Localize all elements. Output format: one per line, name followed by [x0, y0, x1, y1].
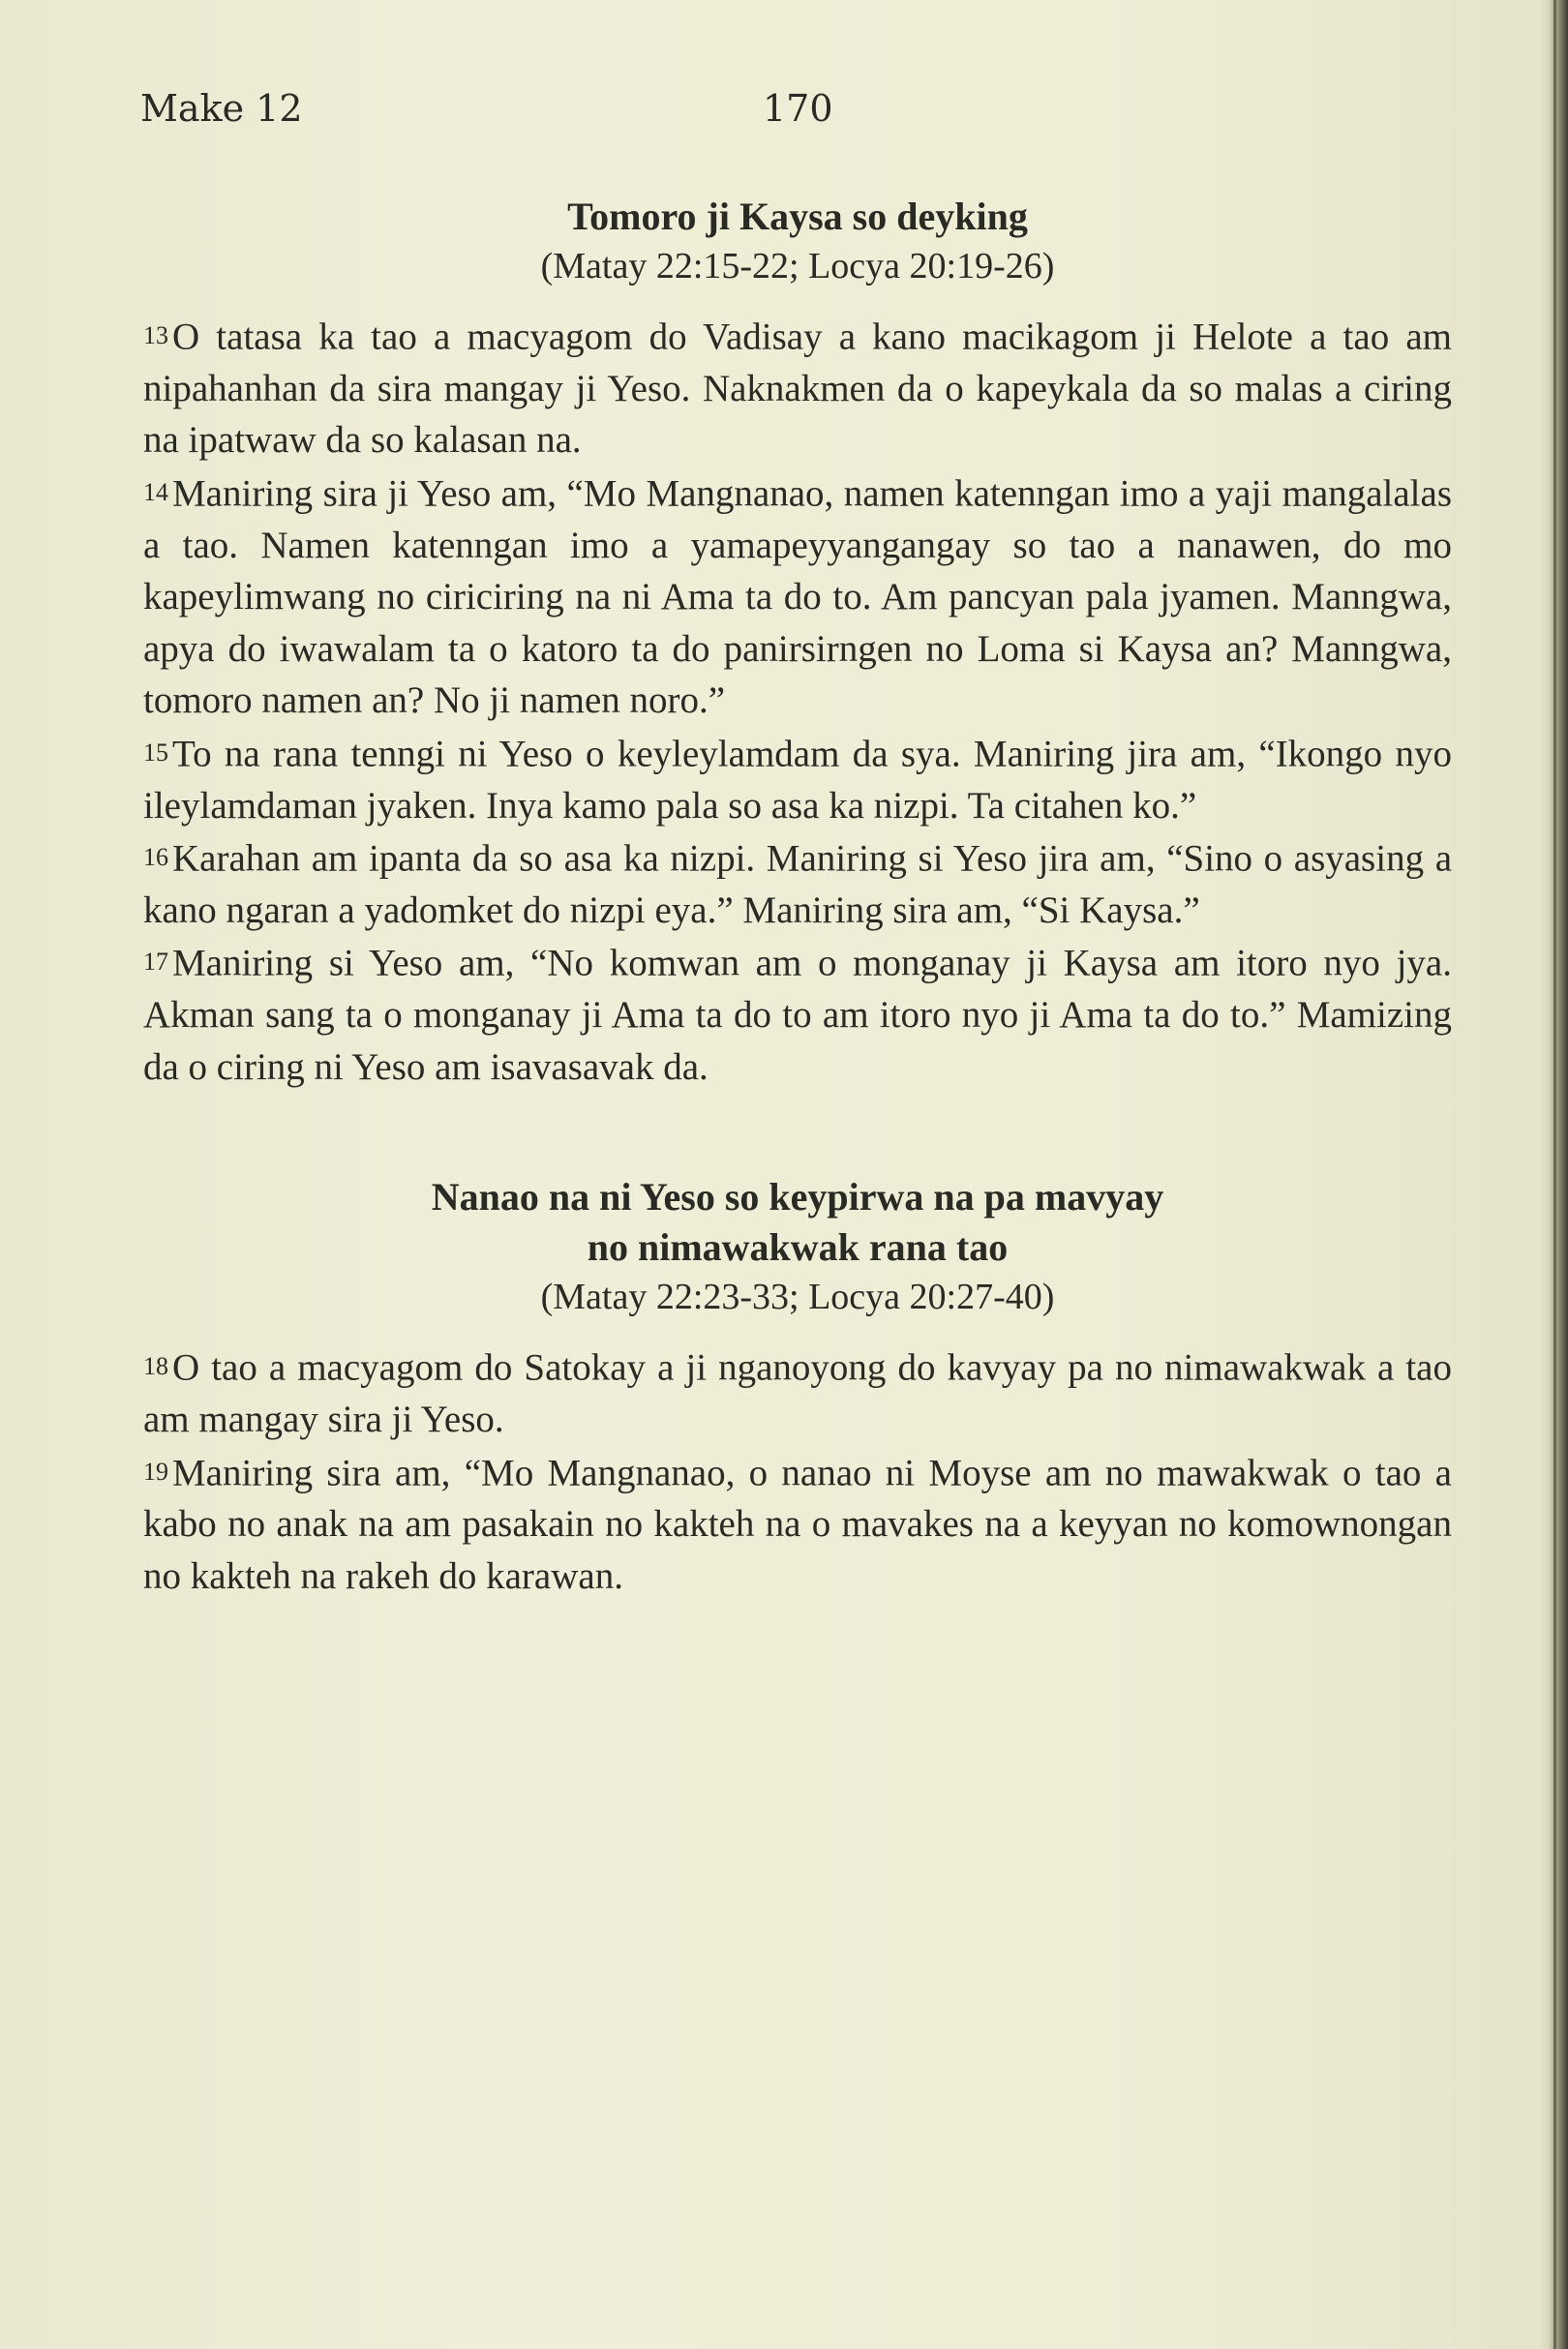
section-gap	[143, 1093, 1452, 1172]
verse-14	[143, 467, 1452, 727]
section-1	[143, 192, 1452, 1093]
section-heading-line-2: no nimawakwak rana tao	[587, 1225, 1009, 1270]
verse-number: 17	[143, 948, 168, 977]
verse-text: Maniring sira ji Yeso am, “Mo Mangnanao, namen katenngan imo a yaji mangalalas a tao. Namen katenngan imo a yamapeyyangangay so tao a nanawen, do mo kapeylimwang no ciriciring na ni Ama ta do to. Am pancyan pala jyamen. Manngwa, apya do iwawalam ta o katoro ta do panirsirngen no Loma si Kaysa an? Manngwa, tomoro namen an? No ji namen noro.”	[143, 472, 1452, 722]
running-head: Make 12	[140, 87, 303, 130]
page-header	[140, 87, 1457, 136]
section-heading: Tomoro ji Kaysa so deyking	[567, 195, 1028, 238]
verse-text: O tatasa ka tao a macyagom do Vadisay a kano macikagom ji Helote a tao am nipahanhan da sira mangay ji Yeso. Naknakmen da o kapeykala da so malas a ciring na ipatwaw da so kalasan na.	[143, 316, 1452, 462]
verse-text: Karahan am ipanta da so asa ka nizpi. Maniring si Yeso jira am, “Sino o asyasing a kano ngaran a yadomket do nizpi eya.” Maniring sira am, “Si Kaysa.”	[143, 837, 1452, 931]
verse-text: Maniring sira am, “Mo Mangnanao, o nanao ni Moyse am no mawakwak o tao a kabo no anak na am pasakain no kakteh na o mavakes na a keyyan no komownongan no kakteh na rakeh do karawan.	[143, 1451, 1452, 1597]
verse-18	[143, 1340, 1452, 1445]
verse-text: To na rana tenngi ni Yeso o keyleylamdam da sya. Maniring jira am, “Ikongo nyo ileylamdaman jyaken. Inya kamo pala so asa ka nizpi. Ta citahen ko.”	[143, 733, 1452, 827]
page-edge-line	[1553, 0, 1556, 2349]
verse-number: 14	[143, 477, 168, 506]
section-2	[143, 1172, 1452, 1602]
verse-number: 15	[143, 738, 168, 767]
verse-17	[143, 936, 1452, 1093]
verse-text: O tao a macyagom do Satokay a ji nganoyong do kavyay pa no nimawakwak a tao am mangay sira ji Yeso.	[143, 1346, 1452, 1441]
verse-19	[143, 1446, 1452, 1603]
verse-number: 13	[143, 321, 168, 349]
section-heading: Nanao na ni Yeso so keypirwa na pa mavyay	[431, 1175, 1164, 1220]
verse-13	[143, 310, 1452, 467]
verse-number: 16	[143, 843, 168, 872]
verse-number: 19	[143, 1457, 168, 1486]
page-number: 170	[763, 87, 833, 130]
verse-number: 18	[143, 1352, 168, 1381]
verse-15	[143, 727, 1452, 831]
page-content	[143, 192, 1452, 1602]
verse-16	[143, 831, 1452, 936]
verse-text: Maniring si Yeso am, “No komwan am o monganay ji Kaysa am itoro nyo jya. Akman sang ta o monganay ji Ama ta do to am itoro nyo ji Ama ta do to.” Mamizing da o ciring ni Yeso am isavasavak da.	[143, 942, 1452, 1088]
cross-reference: (Matay 22:23-33; Locya 20:27-40)	[540, 1277, 1055, 1318]
cross-reference: (Matay 22:15-22; Locya 20:19-26)	[540, 246, 1055, 286]
